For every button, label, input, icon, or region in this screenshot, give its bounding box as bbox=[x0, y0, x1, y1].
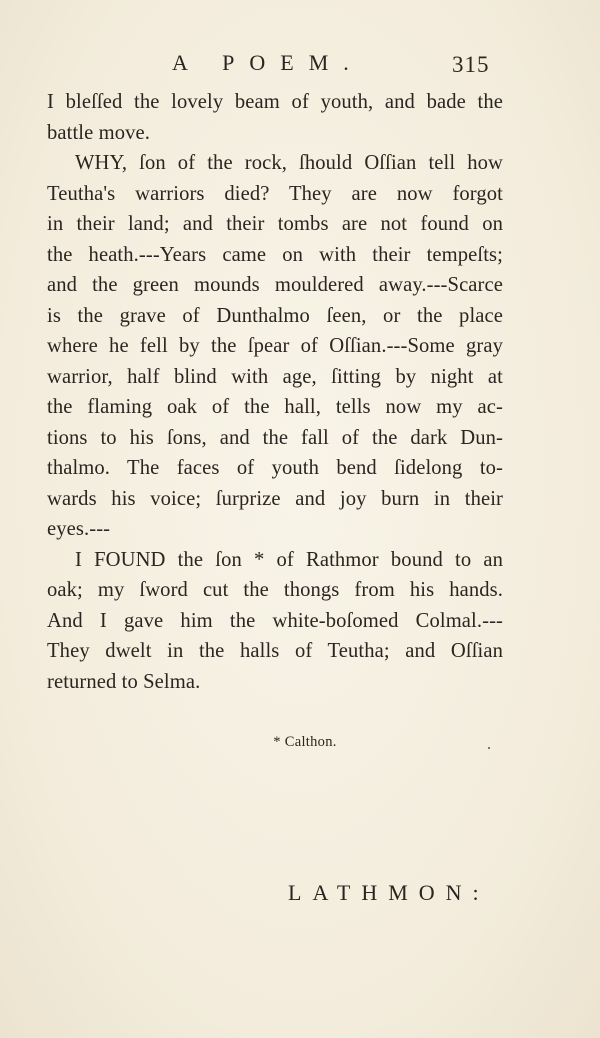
text-line: oak; my ſword cut the thongs from his hands. bbox=[47, 579, 503, 601]
running-title: A POEM. bbox=[172, 50, 364, 75]
text-line: I FOUND the ſon * of Rathmor bound to an bbox=[75, 548, 503, 571]
text-line: WHY, ſon of the rock, ſhould Oſſian tell how bbox=[75, 152, 503, 174]
text-line: returned to Selma. bbox=[47, 670, 201, 693]
catchword: LATHMON: bbox=[288, 880, 490, 905]
text-line: I bleſſed the lovely beam of youth, and bade the bbox=[47, 91, 503, 113]
text-line: They dwelt in the halls of Teutha; and Oſſian bbox=[47, 640, 503, 662]
footnote-text: * Calthon. bbox=[273, 734, 337, 750]
text-line: is the grave of Dunthalmo ſeen, or the place bbox=[47, 304, 503, 327]
text-line: tions to his ſons, and the fall of the dark Dun- bbox=[47, 426, 503, 449]
body-text bbox=[47, 87, 503, 697]
text-line: And I gave him the white-boſomed Colmal.--- bbox=[47, 609, 503, 632]
ink-speck bbox=[488, 747, 490, 749]
text-line: thalmo. The faces of youth bend ſidelong to- bbox=[47, 457, 503, 479]
text-line: and the green mounds mouldered away.---Scarce bbox=[47, 274, 503, 296]
page-number: 315 bbox=[452, 52, 490, 77]
text-line: Teutha's warriors died? They are now forgot bbox=[47, 182, 503, 205]
text-line: the heath.---Years came on with their tempeſts; bbox=[47, 243, 503, 266]
running-head bbox=[0, 46, 600, 80]
text-line: wards his voice; ſurprize and joy burn in their bbox=[47, 487, 503, 510]
text-line: where he fell by the ſpear of Oſſian.---Some gray bbox=[47, 335, 503, 357]
text-line: eyes.--- bbox=[47, 518, 111, 540]
footnote bbox=[0, 734, 600, 751]
text-line: the flaming oak of the hall, tells now my ac- bbox=[47, 396, 503, 418]
text-line: warrior, half blind with age, ſitting by night at bbox=[47, 365, 503, 388]
text-line: battle move. bbox=[47, 121, 150, 144]
text-line: in their land; and their tombs are not found on bbox=[47, 213, 503, 235]
